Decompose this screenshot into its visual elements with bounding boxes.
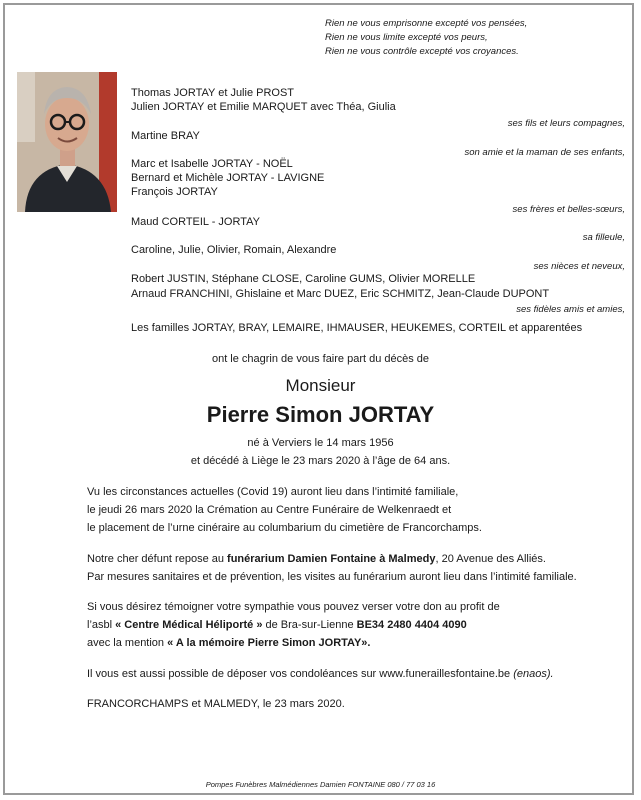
ceremony-line-1: Vu les circonstances actuelles (Covid 19) auront lieu dans l’intimité familiale, bbox=[87, 486, 459, 498]
charity-place: de Bra-sur-Lienne bbox=[262, 619, 357, 631]
condolences-line bbox=[87, 668, 554, 681]
family-goddaughter: Maud CORTEIL - JORTAY bbox=[131, 216, 260, 228]
quote-line-2: Rien ne vous limite excepté vos peurs, bbox=[325, 32, 488, 43]
donation-line-2 bbox=[87, 619, 467, 632]
deceased-name: Pierre Simon JORTAY bbox=[206, 402, 435, 427]
caption-siblings: ses frères et belles-sœurs, bbox=[512, 204, 625, 215]
repose-line-1 bbox=[87, 553, 546, 566]
family-siblings-3: François JORTAY bbox=[131, 186, 218, 198]
family-siblings-2: Bernard et Michèle JORTAY - LAVIGNE bbox=[131, 172, 325, 184]
family-partner: Martine BRAY bbox=[131, 130, 200, 142]
family-families: Les familles JORTAY, BRAY, LEMAIRE, IHMAUSER, HEUKEMES, CORTEIL et apparentées bbox=[131, 322, 583, 334]
portrait-photo bbox=[17, 72, 117, 212]
donation-line-3 bbox=[87, 637, 371, 650]
family-children-2: Julien JORTAY et Emilie MARQUET avec Théa, Giulia bbox=[131, 101, 396, 113]
quote-line-1: Rien ne vous emprisonne excepté vos pensées, bbox=[325, 18, 528, 29]
family-nieces: Caroline, Julie, Olivier, Romain, Alexandre bbox=[131, 244, 337, 256]
honorific-title: Monsieur bbox=[285, 376, 356, 395]
footer-funeral-home: Pompes Funèbres Malmédiennes Damien FONTAINE 080 / 77 03 16 bbox=[205, 780, 436, 789]
mention-text: avec la mention bbox=[87, 637, 168, 649]
caption-goddaughter: sa filleule, bbox=[582, 232, 625, 243]
ceremony-line-3: le placement de l’urne cinéraire au columbarium du cimetière de Francorchamps. bbox=[87, 522, 482, 534]
repose-text: Notre cher défunt repose au bbox=[87, 553, 228, 565]
birth-line: né à Verviers le 14 mars 1956 bbox=[247, 437, 394, 449]
family-siblings-1: Marc et Isabelle JORTAY - NOËL bbox=[131, 158, 293, 170]
quote-line-3: Rien ne vous contrôle excepté vos croyances. bbox=[325, 46, 519, 57]
asbl-text: l’asbl bbox=[87, 619, 116, 631]
condolences-site-note: (enaos). bbox=[513, 668, 554, 680]
funerarium-name: funérarium Damien Fontaine à Malmedy bbox=[227, 553, 436, 565]
caption-children: ses fils et leurs compagnes, bbox=[507, 118, 625, 129]
bank-account: BE34 2480 4404 4090 bbox=[356, 619, 467, 631]
place-date: FRANCORCHAMPS et MALMEDY, le 23 mars 2020. bbox=[87, 698, 345, 710]
donation-mention: « A la mémoire Pierre Simon JORTAY». bbox=[167, 637, 371, 649]
caption-friends: ses fidèles amis et amies, bbox=[516, 304, 625, 315]
condolences-text: Il vous est aussi possible de déposer vos condoléances sur www.funeraillesfontaine.be bbox=[87, 668, 514, 680]
death-line: et décédé à Liège le 23 mars 2020 à l’âge de 64 ans. bbox=[190, 455, 451, 467]
caption-nieces: ses nièces et neveux, bbox=[533, 261, 625, 272]
caption-partner: son amie et la maman de ses enfants, bbox=[464, 147, 625, 158]
family-friends-1: Robert JUSTIN, Stéphane CLOSE, Caroline GUMS, Olivier MORELLE bbox=[131, 273, 476, 285]
ceremony-line-2: le jeudi 26 mars 2020 la Crémation au Centre Funéraire de Welkenraedt et bbox=[87, 504, 452, 516]
funerarium-address: , 20 Avenue des Alliés. bbox=[435, 553, 546, 565]
family-children-1: Thomas JORTAY et Julie PROST bbox=[131, 87, 295, 99]
charity-name: « Centre Médical Héliporté » bbox=[115, 619, 263, 631]
repose-line-2: Par mesures sanitaires et de prévention, les visites au funérarium auront lieu dans l’intimité familiale. bbox=[87, 571, 577, 583]
family-friends-2: Arnaud FRANCHINI, Ghislaine et Marc DUEZ, Eric SCHMITZ, Jean-Claude DUPONT bbox=[131, 288, 550, 300]
donation-line-1: Si vous désirez témoigner votre sympathie vous pouvez verser votre don au profit de bbox=[87, 601, 500, 613]
announcement-text: ont le chagrin de vous faire part du décès de bbox=[211, 353, 430, 365]
